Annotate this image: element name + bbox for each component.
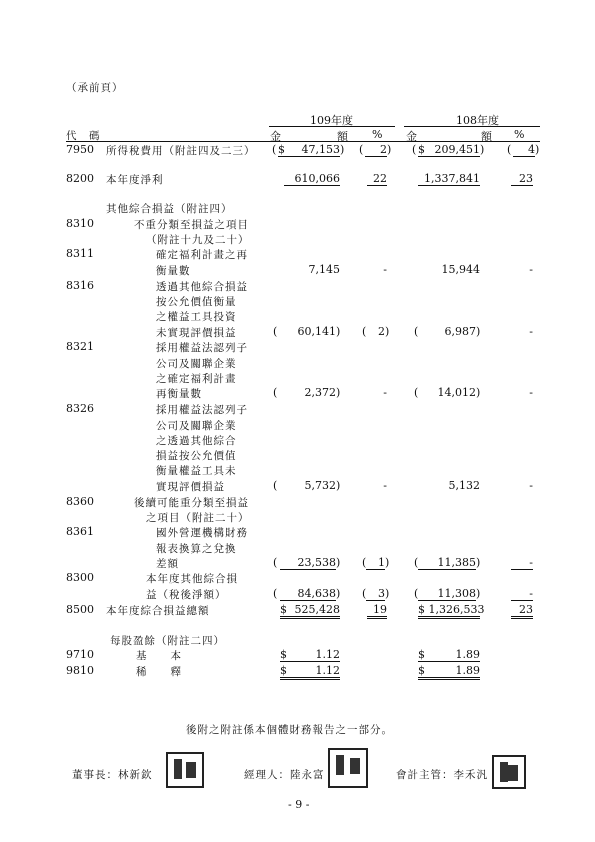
row-pct-109: 19 <box>367 603 387 619</box>
row-amount-109: $ 47,153 <box>278 143 340 156</box>
row-label: 之項目（附註二十） <box>146 512 250 524</box>
row-label: 國外營運機構財務 <box>156 527 248 539</box>
row-amount-109: $ 525,428 <box>280 603 340 619</box>
row-label: 採用權益法認列子 <box>156 342 248 354</box>
row-amount-108: 11,385 <box>418 556 476 570</box>
row-label: 按公允價值衡量 <box>156 296 237 308</box>
row-pct-108: 23 <box>511 172 533 186</box>
row-pct-109: - <box>383 263 387 276</box>
row-pct-109: 1 <box>366 556 385 570</box>
row-label: 之權益工具投資 <box>156 311 237 323</box>
row-label: 公司及關聯企業 <box>156 358 237 370</box>
paren-open: ( <box>414 386 419 399</box>
row-amount-109: 2,372 <box>304 386 336 399</box>
row-code: 8500 <box>66 603 94 616</box>
row-label: 再衡量數 <box>156 388 202 400</box>
continued-header: （承前頁） <box>66 82 124 94</box>
row-label: 後續可能重分類至損益 <box>134 497 249 509</box>
row-label: 其他綜合損益（附註四） <box>106 203 233 215</box>
row-label: 每股盈餘（附註二四） <box>110 635 225 647</box>
row-pct-109: 3 <box>366 587 385 601</box>
row-amount-108: 14,012 <box>437 386 476 399</box>
paren-open: ( <box>362 325 367 338</box>
row-code: 8321 <box>66 340 94 353</box>
row-code: 8316 <box>66 279 94 292</box>
row-amount-109: $ 1.12 <box>280 664 340 680</box>
footnote: 後附之附註係本個體財務報告之一部分。 <box>186 724 393 736</box>
paren-open: ( <box>272 143 277 156</box>
row-code: 9710 <box>66 648 94 661</box>
row-amount-109: 5,732 <box>304 479 336 492</box>
row-amount-109: 7,145 <box>308 263 340 276</box>
row-amount-108: 11,308 <box>418 587 476 601</box>
paren-open: ( <box>273 386 278 399</box>
row-label: 確定福利計畫之再 <box>156 249 248 261</box>
paren-open: ( <box>273 587 278 600</box>
row-label: 之透過其他綜合 <box>156 435 237 447</box>
paren-close: ) <box>385 587 390 600</box>
row-label: 公司及關聯企業 <box>156 420 237 432</box>
row-label: 本年度淨利 <box>106 174 164 186</box>
code-header: 代 碼 <box>66 130 101 142</box>
row-amount-109: 60,141 <box>297 325 336 338</box>
paren-open: ( <box>414 325 419 338</box>
row-label: 實現評價損益 <box>156 481 225 493</box>
row-label: 損益按公允價值 <box>156 450 237 462</box>
paren-close: ) <box>476 325 481 338</box>
paren-close: ) <box>336 587 341 600</box>
row-pct-108: - <box>529 263 533 276</box>
paren-close: ) <box>387 143 392 156</box>
row-pct-109: 2 <box>365 143 387 157</box>
row-label: 稀 釋 <box>136 666 182 678</box>
paren-close: ) <box>385 325 390 338</box>
row-label: 益（稅後淨額） <box>146 589 227 601</box>
row-code: 8310 <box>66 217 94 230</box>
paren-close: ) <box>336 325 341 338</box>
paren-open: ( <box>359 143 364 156</box>
row-amount-108: $ 1.89 <box>418 664 480 680</box>
row-amount-108: $ 1.89 <box>418 648 480 661</box>
paren-close: ) <box>336 479 341 492</box>
paren-open: ( <box>412 143 417 156</box>
row-amount-108: $ 1,326,533 <box>418 603 480 619</box>
header-rule-109-amount <box>269 141 339 142</box>
row-pct-108: - <box>511 556 533 570</box>
row-label: 衡量權益工具未 <box>156 465 237 477</box>
paren-close: ) <box>336 386 341 399</box>
paren-open: ( <box>362 556 367 569</box>
row-pct-108: - <box>511 587 533 601</box>
row-label: 之確定福利計畫 <box>156 373 237 385</box>
row-pct-109: 22 <box>367 172 387 186</box>
page-number: - 9 - <box>288 798 310 811</box>
amount-header-108-right: 額 <box>481 130 492 143</box>
row-amount-109: 84,638 <box>280 587 336 601</box>
row-label: 未實現評價損益 <box>156 327 237 339</box>
paren-open: ( <box>507 143 512 156</box>
pct-header-108: % <box>514 128 525 141</box>
chairman-signature: 董事長：林新欽 <box>72 769 153 781</box>
paren-open: ( <box>273 479 278 492</box>
row-label: 採用權益法認列子 <box>156 404 248 416</box>
row-label: 本年度其他綜合損 <box>146 573 238 585</box>
row-pct-108: - <box>529 325 533 338</box>
row-amount-109: 610,066 <box>284 172 340 186</box>
paren-close: ) <box>476 587 481 600</box>
accountant-seal <box>492 755 526 789</box>
row-amount-108: 1,337,841 <box>418 172 480 186</box>
row-label: 不重分類至損益之項目 <box>134 219 249 231</box>
paren-close: ) <box>535 143 540 156</box>
paren-close: ) <box>476 386 481 399</box>
row-label: 透過其他綜合損益 <box>156 281 248 293</box>
row-amount-108: 15,944 <box>441 263 480 276</box>
paren-open: ( <box>414 587 419 600</box>
row-code: 7950 <box>66 143 94 156</box>
row-label: 基 本 <box>136 650 182 662</box>
row-code: 8311 <box>66 247 94 260</box>
row-pct-108: - <box>529 386 533 399</box>
row-amount-109: $ 1.12 <box>280 648 340 661</box>
chairman-seal <box>166 752 204 788</box>
row-label: （附註十九及二十） <box>146 234 250 246</box>
paren-close: ) <box>385 556 390 569</box>
row-pct-109: - <box>383 386 387 399</box>
row-code: 8361 <box>66 525 94 538</box>
paren-open: ( <box>362 587 367 600</box>
paren-open: ( <box>273 325 278 338</box>
paren-close: ) <box>336 556 341 569</box>
row-pct-108: 4 <box>513 143 535 157</box>
row-code: 9810 <box>66 664 94 677</box>
year-108-rule <box>404 126 540 127</box>
row-amount-108: $ 209,451 <box>418 143 480 156</box>
row-code: 8360 <box>66 495 94 508</box>
row-pct-108: 23 <box>511 603 533 619</box>
row-label: 報表換算之兌換 <box>156 543 237 555</box>
row-label: 本年度綜合損益總額 <box>106 605 210 617</box>
amount-header-109-left: 金 <box>270 130 281 143</box>
row-label: 衡量數 <box>156 265 191 277</box>
paren-open: ( <box>273 556 278 569</box>
manager-signature: 經理人：陸永富 <box>244 769 325 781</box>
row-label: 差額 <box>156 558 179 570</box>
row-code: 8200 <box>66 172 94 185</box>
row-amount-109: 23,538 <box>280 556 336 570</box>
accountant-signature: 會計主管：李禾汎 <box>396 769 488 781</box>
row-pct-108: - <box>529 479 533 492</box>
year-109-rule <box>269 126 395 127</box>
manager-seal <box>328 748 368 788</box>
amount-header-109-right: 額 <box>337 130 348 143</box>
row-code: 8300 <box>66 571 94 584</box>
row-pct-109: - <box>383 479 387 492</box>
paren-close: ) <box>480 143 485 156</box>
paren-open: ( <box>414 556 419 569</box>
year-109-header: 109年度 <box>310 114 353 127</box>
row-amount-108: 5,132 <box>448 479 480 492</box>
row-label: 所得稅費用（附註四及二三） <box>106 145 256 157</box>
paren-close: ) <box>476 556 481 569</box>
year-108-header: 108年度 <box>456 114 499 127</box>
row-amount-108: 6,987 <box>444 325 476 338</box>
pct-header-109: % <box>372 128 383 141</box>
paren-close: ) <box>340 143 345 156</box>
row-code: 8326 <box>66 402 94 415</box>
amount-header-108-left: 金 <box>406 130 417 143</box>
row-pct-109: 2 <box>378 325 385 338</box>
